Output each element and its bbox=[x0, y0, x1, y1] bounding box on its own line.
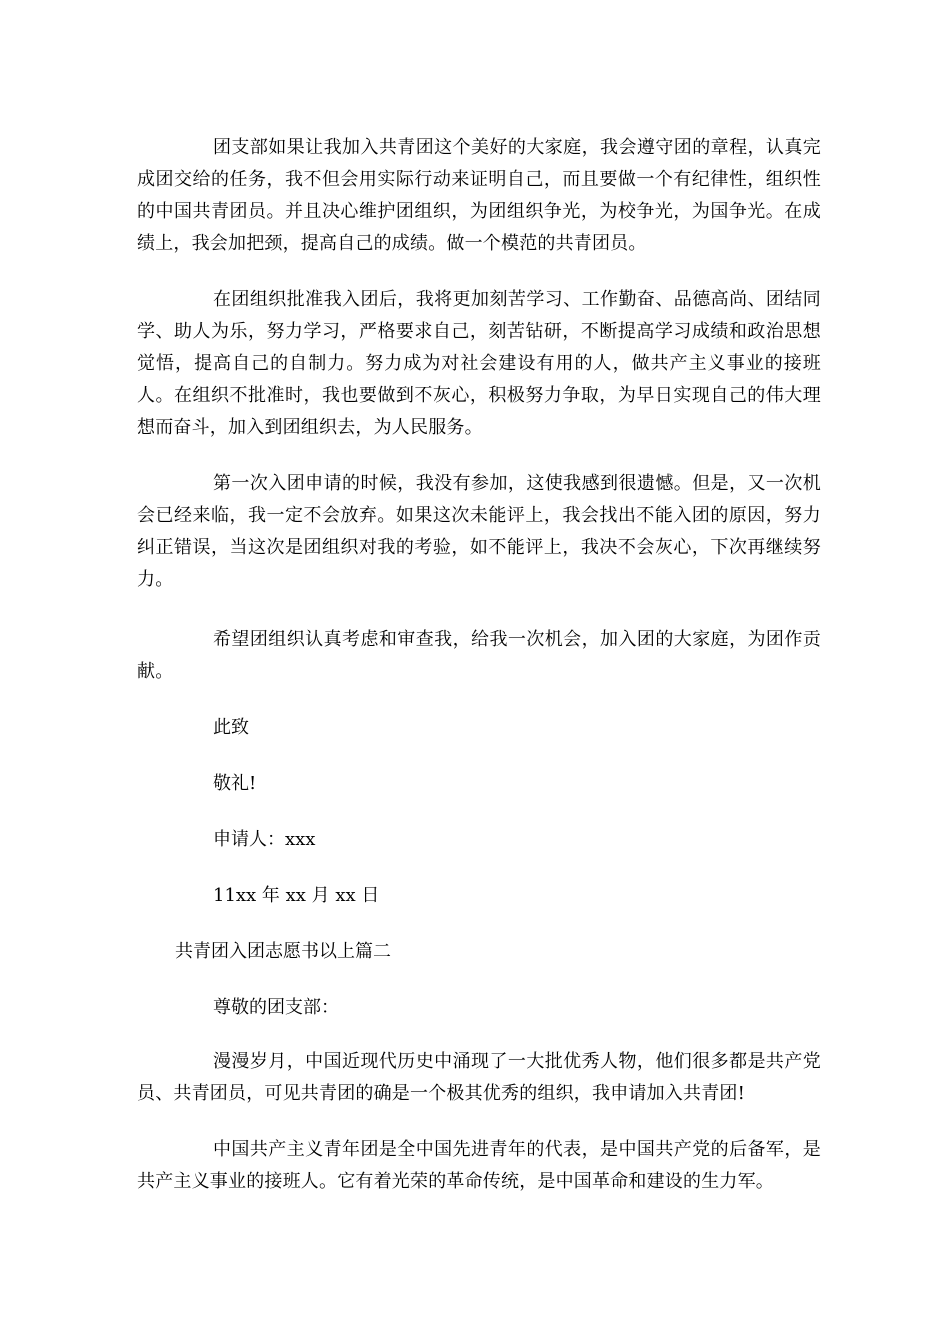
paragraph-3: 第一次入团申请的时候，我没有参加，这使我感到很遗憾。但是，又一次机会已经来临，我一定不会放弃。如果这次未能评上，我会找出不能入团的原因，努力纠正错误，当这次是团组织对我的考验，如不能评上，我决不会灰心，下次再继续努力。 bbox=[137, 473, 821, 590]
applicant-line: 申请人：xxx bbox=[213, 829, 316, 850]
paragraph-6: 中国共产主义青年团是全中国先进青年的代表，是中国共产党的后备军，是共产主义事业的接班人。它有着光荣的革命传统，是中国革命和建设的生力军。 bbox=[137, 1139, 821, 1192]
greeting: 尊敬的团支部： bbox=[213, 997, 339, 1018]
salutation: 此致 bbox=[213, 717, 249, 738]
paragraph-5: 漫漫岁月，中国近现代历史中涌现了一大批优秀人物，他们很多都是共产党员、共青团员，可见共青团的确是一个极其优秀的组织，我申请加入共青团! bbox=[137, 1051, 821, 1104]
section-title: 共青团入团志愿书以上篇二 bbox=[175, 941, 391, 962]
date-line: 11xx 年 xx 月 xx 日 bbox=[213, 885, 380, 906]
paragraph-1: 团支部如果让我加入共青团这个美好的大家庭，我会遵守团的章程，认真完成团交给的任务，我不但会用实际行动来证明自己，而且要做一个有纪律性，组织性的中国共青团员。并且决心维护团组织，为团组织争光，为校争光，为国争光。在成绩上，我会加把颈，提高自己的成绩。做一个模范的共青团员。 bbox=[137, 137, 821, 254]
paragraph-4: 希望团组织认真考虑和审查我，给我一次机会，加入团的大家庭，为团作贡献。 bbox=[137, 629, 821, 682]
paragraph-2: 在团组织批准我入团后，我将更加刻苦学习、工作勤奋、品德高尚、团结同学、助人为乐，努力学习，严格要求自己，刻苦钻研，不断提高学习成绩和政治思想觉悟，提高自己的自制力。努力成为对社会建设有用的人，做共产主义事业的接班人。在组织不批准时，我也要做到不灰心，积极努力争取，为早日实现自己的伟大理想而奋斗，加入到团组织去，为人民服务。 bbox=[137, 289, 821, 438]
regards: 敬礼! bbox=[213, 773, 257, 794]
